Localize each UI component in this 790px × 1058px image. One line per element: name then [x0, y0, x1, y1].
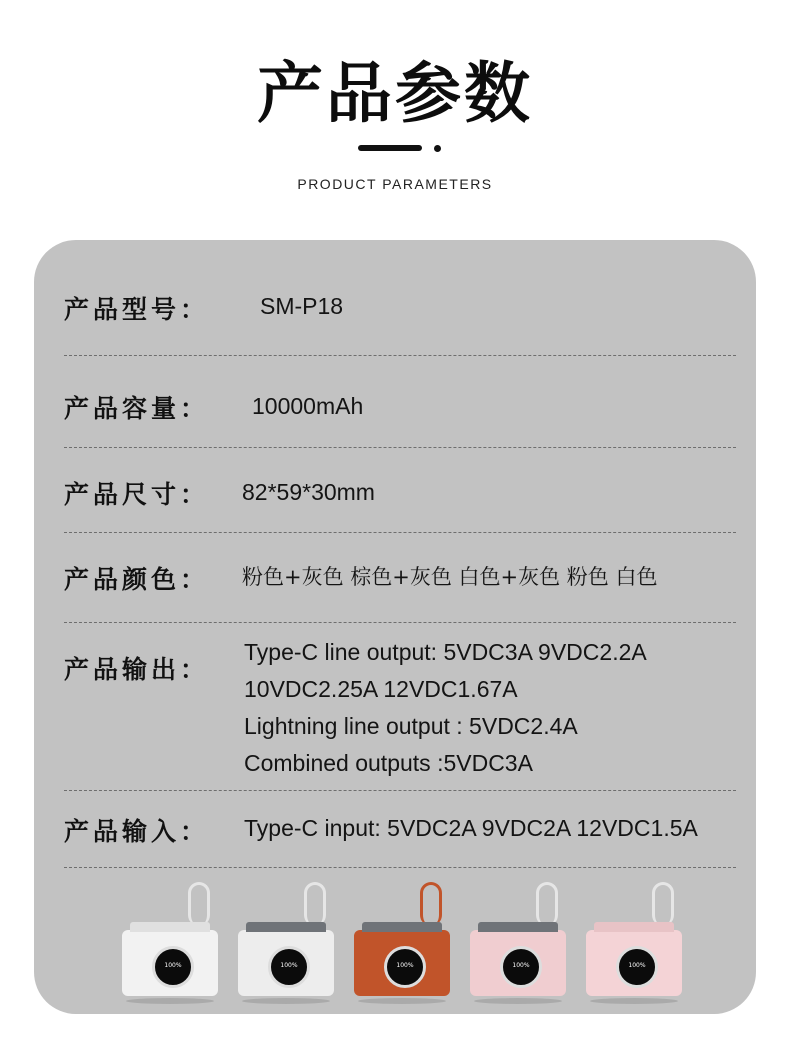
- battery-display: [500, 946, 542, 988]
- param-label: 产品尺寸：: [64, 480, 210, 509]
- battery-display-text: 100%: [512, 962, 530, 969]
- lanyard-strap: [304, 882, 326, 926]
- product-shadow: [126, 998, 214, 1004]
- page-subtitle: PRODUCT PARAMETERS: [297, 176, 493, 192]
- param-value: [244, 810, 698, 847]
- battery-display-text: 100%: [280, 962, 298, 969]
- param-row-size: [64, 449, 736, 533]
- battery-display-text: 100%: [628, 962, 646, 969]
- lanyard-strap: [652, 882, 674, 926]
- product-shadow: [242, 998, 330, 1004]
- param-label: 产品输出：: [64, 655, 210, 684]
- param-label: 产品输入：: [64, 817, 210, 846]
- battery-display: [384, 946, 426, 988]
- title-underline-bar: [358, 145, 422, 151]
- param-value: [252, 388, 363, 425]
- power-bank-top: [362, 922, 442, 932]
- param-value-line: 10VDC2.25A 12VDC1.67A: [244, 676, 518, 702]
- power-bank-white-grey: [238, 930, 334, 996]
- param-value-line: 82*59*30mm: [242, 479, 375, 505]
- param-value: [242, 474, 375, 511]
- param-value: [242, 559, 658, 596]
- param-label: 产品颜色：: [64, 565, 210, 594]
- power-bank-pink: [586, 930, 682, 996]
- param-row-input: [64, 792, 736, 868]
- param-row-capacity: [64, 357, 736, 448]
- param-value-line: Type-C line output: 5VDC3A 9VDC2.2A: [244, 639, 647, 665]
- lanyard-strap: [420, 882, 442, 926]
- title-decoration: [358, 145, 448, 153]
- power-bank-top: [130, 922, 210, 932]
- battery-display-text: 100%: [164, 962, 182, 969]
- battery-display-text: 100%: [396, 962, 414, 969]
- lanyard-strap: [188, 882, 210, 926]
- product-lineup: [114, 880, 714, 1010]
- param-value-line: Combined outputs :5VDC3A: [244, 750, 533, 776]
- product-shadow: [474, 998, 562, 1004]
- param-value-line: Lightning line output : 5VDC2.4A: [244, 713, 578, 739]
- title-underline-dot: [434, 145, 441, 152]
- param-value-line: Type-C input: 5VDC2A 9VDC2A 12VDC1.5A: [244, 815, 698, 841]
- power-bank-brown-grey: [354, 930, 450, 996]
- power-bank-top: [478, 922, 558, 932]
- param-value-line: 10000mAh: [252, 393, 364, 419]
- power-bank-top: [594, 922, 674, 932]
- product-shadow: [590, 998, 678, 1004]
- power-bank-white: [122, 930, 218, 996]
- power-bank-pink-grey: [470, 930, 566, 996]
- param-value-line: SM-P18: [260, 293, 344, 319]
- battery-display: [616, 946, 658, 988]
- param-row-color: [64, 534, 736, 623]
- param-row-output: [64, 624, 736, 791]
- power-bank-top: [246, 922, 326, 932]
- param-label: 产品型号：: [64, 295, 210, 324]
- param-label: 产品容量：: [64, 394, 210, 423]
- parameters-card: [34, 240, 756, 1014]
- param-value: [260, 288, 343, 325]
- battery-display: [152, 946, 194, 988]
- product-shadow: [358, 998, 446, 1004]
- lanyard-strap: [536, 882, 558, 926]
- param-value: [244, 634, 647, 782]
- param-value-line: 粉色+灰色 棕色+灰色 白色+灰色 粉色 白色: [242, 565, 658, 589]
- param-row-model: [64, 240, 736, 356]
- battery-display: [268, 946, 310, 988]
- page-title: 产品参数: [257, 55, 533, 132]
